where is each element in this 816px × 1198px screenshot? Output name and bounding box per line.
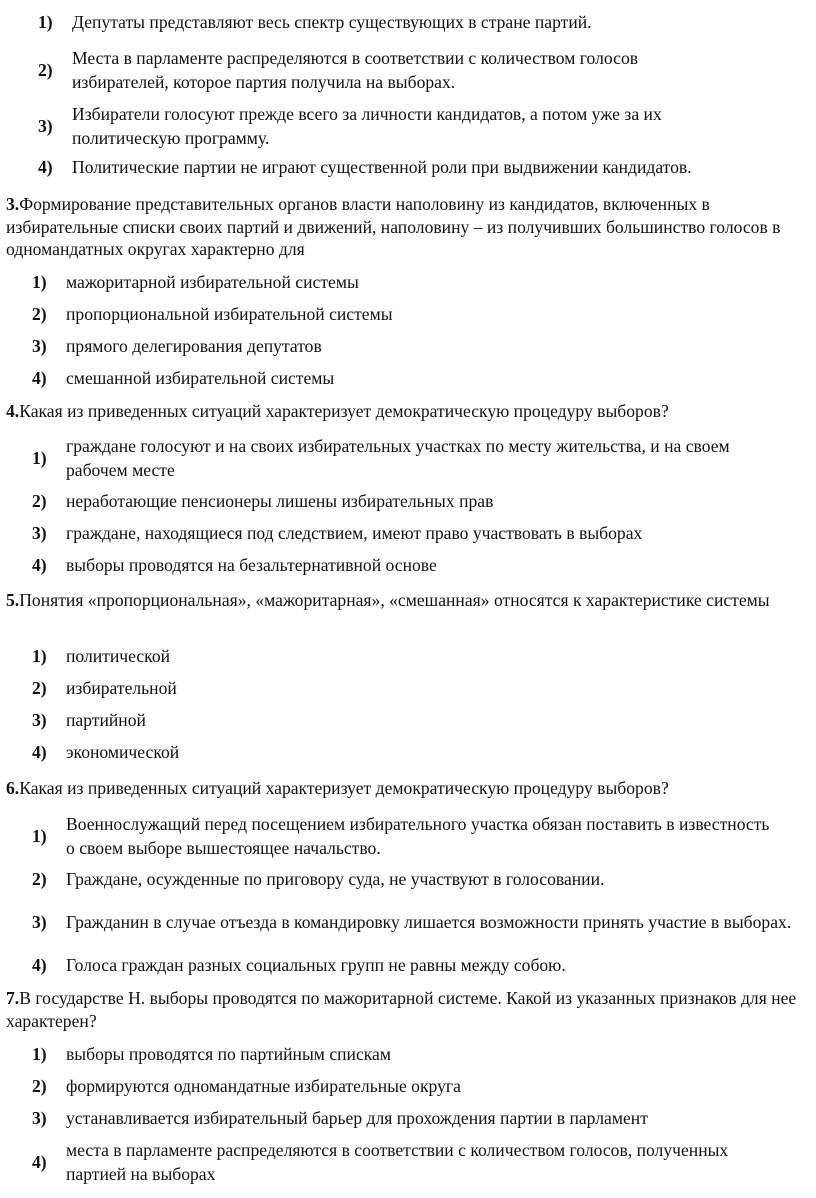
option-number: 3) [32,1108,47,1128]
q2-option-1 [38,4,808,40]
q5-option-1 [32,641,802,671]
option-text: Гражданин в случае отъезда в командировку лишается возможности принять участие в выборах. [66,912,792,932]
option-text: выборы проводятся на безальтернативной основе [66,555,437,575]
question-number: 6. [6,778,20,798]
option-text: места в парламенте распределяются в соответствии с количеством голосов, полученных партией на выборах [66,1140,729,1184]
question-number: 4. [6,401,20,421]
q4-option-4 [32,550,802,580]
question-text: Какая из приведенных ситуаций характеризует демократическую процедуру выборов? [19,778,669,798]
q3-option-2 [32,299,802,329]
option-text: Граждане, осужденные по приговору суда, не участвуют в голосовании. [66,869,605,889]
option-text: граждане голосуют и на своих избирательных участках по месту жительства, и на своем рабочем месте [66,436,730,480]
question-number: 7. [6,988,20,1008]
question-5 [6,589,806,612]
question-7 [6,987,806,1032]
option-number: 4) [32,955,47,975]
question-4 [6,400,806,423]
question-6 [6,777,806,800]
option-text: экономической [66,742,180,762]
option-text: Депутаты представляют весь спектр существующих в стране партий. [72,12,592,32]
option-text: прямого делегирования депутатов [66,336,322,356]
option-number: 1) [32,826,47,846]
option-number: 1) [32,646,47,666]
option-text: избирательной [66,678,177,698]
option-number: 2) [38,60,53,80]
option-text: формируются одномандатные избирательные округа [66,1076,461,1096]
option-number: 3) [32,523,47,543]
option-number: 2) [32,869,47,889]
option-number: 1) [32,448,47,468]
option-number: 3) [38,116,53,136]
q2-option-4 [38,150,808,184]
option-number: 3) [32,912,47,932]
q5-option-4 [32,737,802,767]
q3-option-1 [32,267,802,297]
option-text: Голоса граждан разных социальных групп не равны между собою. [66,955,566,975]
q7-option-2 [32,1071,802,1101]
q6-option-1 [32,810,772,862]
option-number: 3) [32,710,47,730]
option-number: 2) [32,678,47,698]
option-text: Политические партии не играют существенной роли при выдвижении кандидатов. [72,157,692,177]
q7-option-3 [32,1103,802,1133]
q4-option-2 [32,486,802,516]
question-text: Понятия «пропорциональная», «мажоритарная», «смешанная» относятся к характеристике системы [19,590,770,610]
option-text: граждане, находящиеся под следствием, имеют право участвовать в выборах [66,523,643,543]
q5-option-2 [32,673,802,703]
option-text: неработающие пенсионеры лишены избирательных прав [66,491,494,511]
q2-option-2 [38,44,738,96]
question-text: Формирование представительных органов власти наполовину из кандидатов, включенных в избирательные списки своих партий и движений, наполовину – из получивших большинство голосов в одномандатных округах характерно для [6,194,781,259]
option-number: 1) [38,12,53,32]
option-text: мажоритарной избирательной системы [66,272,359,292]
option-number: 4) [32,742,47,762]
option-number: 4) [32,555,47,575]
q6-option-3 [32,896,812,948]
q4-option-1 [32,433,774,483]
q5-option-3 [32,705,802,735]
question-3 [6,193,806,261]
q6-option-4 [32,950,802,980]
option-number: 3) [32,336,47,356]
option-text: политической [66,646,171,666]
option-number: 1) [32,1044,47,1064]
option-number: 2) [32,304,47,324]
question-text: В государстве Н. выборы проводятся по мажоритарной системе. Какой из указанных признаков для нее характерен? [6,988,797,1031]
option-text: Избиратели голосуют прежде всего за личности кандидатов, а потом уже за их политическую программу. [72,104,662,148]
option-text: Места в парламенте распределяются в соответствии с количеством голосов избирателей, которое партия получила на выборах. [72,48,639,92]
option-number: 2) [32,1076,47,1096]
q6-option-2 [32,864,802,894]
option-number: 4) [32,1152,47,1172]
q3-option-3 [32,331,802,361]
option-number: 1) [32,272,47,292]
option-text: смешанной избирательной системы [66,368,335,388]
option-text: партийной [66,710,146,730]
option-text: пропорциональной избирательной системы [66,304,393,324]
q3-option-4 [32,363,802,393]
option-text: устанавливается избирательный барьер для прохождения партии в парламент [66,1108,648,1128]
question-number: 3. [6,194,20,214]
q4-option-3 [32,518,802,548]
question-text: Какая из приведенных ситуаций характеризует демократическую процедуру выборов? [19,401,669,421]
option-number: 2) [32,491,47,511]
question-number: 5. [6,590,20,610]
option-number: 4) [38,157,53,177]
q7-option-1 [32,1039,802,1069]
q7-option-4 [32,1136,732,1188]
option-text: выборы проводятся по партийным спискам [66,1044,391,1064]
q2-option-3 [38,100,758,152]
option-number: 4) [32,368,47,388]
option-text: Военнослужащий перед посещением избирательного участка обязан поставить в известность о своем выборе вышестоящее начальство. [66,814,770,858]
